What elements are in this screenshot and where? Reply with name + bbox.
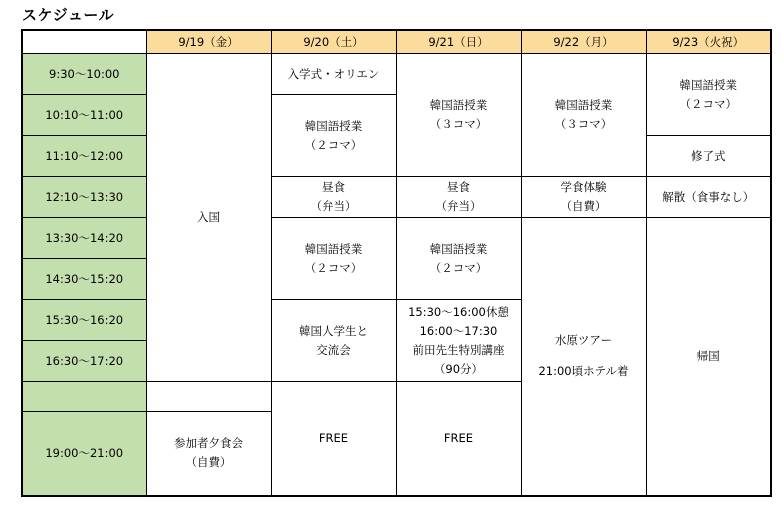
time-slot: 13:30～14:20 xyxy=(22,218,146,259)
schedule-table xyxy=(21,29,772,497)
event-completion-ceremony: 修了式 xyxy=(646,136,771,177)
event-exchange-party: 韓国人学生と 交流会 xyxy=(271,300,396,382)
event-korean-class: 韓国語授業 （２コマ） xyxy=(271,218,396,300)
event-cafeteria: 学食体験 （自費） xyxy=(521,177,646,218)
day-header-0922: 9/22（月） xyxy=(521,30,646,54)
table-row xyxy=(22,54,771,95)
time-slot: 11:10～12:00 xyxy=(22,136,146,177)
time-slot xyxy=(22,382,146,412)
event-lunch: 昼食 （弁当） xyxy=(271,177,396,218)
header-row xyxy=(22,30,771,54)
event-suwon-tour xyxy=(521,218,646,496)
time-slot: 14:30～15:20 xyxy=(22,259,146,300)
event-return-home: 帰国 xyxy=(646,218,771,496)
event-lunch: 昼食 （弁当） xyxy=(396,177,521,218)
event-korean-class: 韓国語授業 （３コマ） xyxy=(521,54,646,177)
page-title: スケジュール xyxy=(22,6,115,24)
time-slot: 16:30～17:20 xyxy=(22,341,146,382)
event-korean-class: 韓国語授業 （２コマ） xyxy=(271,95,396,177)
event-korean-class: 韓国語授業 （２コマ） xyxy=(396,218,521,300)
day-header-0921: 9/21（日） xyxy=(396,30,521,54)
hotel-arrival-label: 21:00頃ホテル着 xyxy=(538,364,629,379)
event-free: FREE xyxy=(271,382,396,496)
tour-label: 水原ツアー xyxy=(554,333,613,348)
time-slot: 19:00～21:00 xyxy=(22,412,146,496)
event-korean-class: 韓国語授業 （２コマ） xyxy=(646,54,771,136)
table-row xyxy=(22,218,771,259)
event-free: FREE xyxy=(396,382,521,496)
event-participant-dinner: 参加者夕食会 （自費） xyxy=(146,412,271,496)
empty-cell xyxy=(146,382,271,412)
event-entrance-ceremony: 入学式・オリエン xyxy=(271,54,396,95)
time-slot: 12:10～13:30 xyxy=(22,177,146,218)
event-korean-class: 韓国語授業 （３コマ） xyxy=(396,54,521,177)
corner-cell xyxy=(22,30,146,54)
time-slot: 9:30～10:00 xyxy=(22,54,146,95)
event-special-lecture: 15:30～16:00休憩 16:00～17:30 前田先生特別講座 （90分） xyxy=(396,300,521,382)
event-arrival: 入国 xyxy=(146,54,271,382)
day-header-0919: 9/19（金） xyxy=(146,30,271,54)
day-header-0923: 9/23（火祝） xyxy=(646,30,771,54)
time-slot: 15:30～16:20 xyxy=(22,300,146,341)
day-header-0920: 9/20（土） xyxy=(271,30,396,54)
table-row xyxy=(22,177,771,218)
event-dismissal: 解散（食事なし） xyxy=(646,177,771,218)
time-slot: 10:10～11:00 xyxy=(22,95,146,136)
